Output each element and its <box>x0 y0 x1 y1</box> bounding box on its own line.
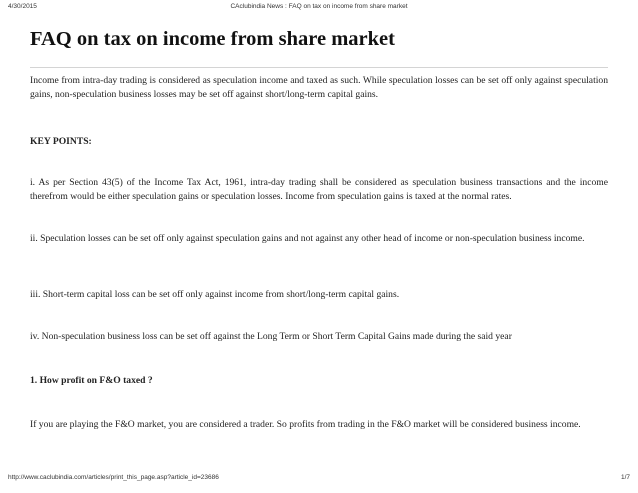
key-point-item: iii. Short-term capital loss can be set off only against income from short/long-term capital gains. <box>30 289 400 300</box>
title-divider <box>30 67 608 68</box>
key-points-heading: KEY POINTS: <box>30 136 92 147</box>
page-number: 1/7 <box>620 474 630 481</box>
key-point-item: i. As per Section 43(5) of the Income Tax Act, 1961, intra-day trading shall be considered as speculation business transactions and the income therefrom would be either speculation gains or speculation losses. Income from speculation gains is taxed at the normal rates. <box>30 177 608 202</box>
print-page-title: CAclubindia News : FAQ on tax on income from share market <box>230 3 408 10</box>
print-footer <box>8 474 630 484</box>
key-point-item: ii. Speculation losses can be set off only against speculation gains and not against any other head of income or non-speculation business income. <box>30 233 585 244</box>
page-url: http://www.caclubindia.com/articles/print_this_page.asp?article_id=23686 <box>8 474 219 481</box>
print-date: 4/30/2015 <box>8 3 37 10</box>
faq-question: 1. How profit on F&O taxed ? <box>30 375 153 386</box>
intro-paragraph: Income from intra-day trading is considered as speculation income and taxed as such. While speculation losses can be set off only against speculation gains, non-speculation business losses may be set off against short/long-term capital gains. <box>30 75 608 100</box>
article-title: FAQ on tax on income from share market <box>30 28 395 50</box>
faq-answer: If you are playing the F&O market, you are considered a trader. So profits from trading in the F&O market will be considered business income. <box>30 419 581 430</box>
print-header <box>8 3 630 13</box>
key-point-item: iv. Non-speculation business loss can be set off against the Long Term or Short Term Capital Gains made during the said year <box>30 331 512 342</box>
